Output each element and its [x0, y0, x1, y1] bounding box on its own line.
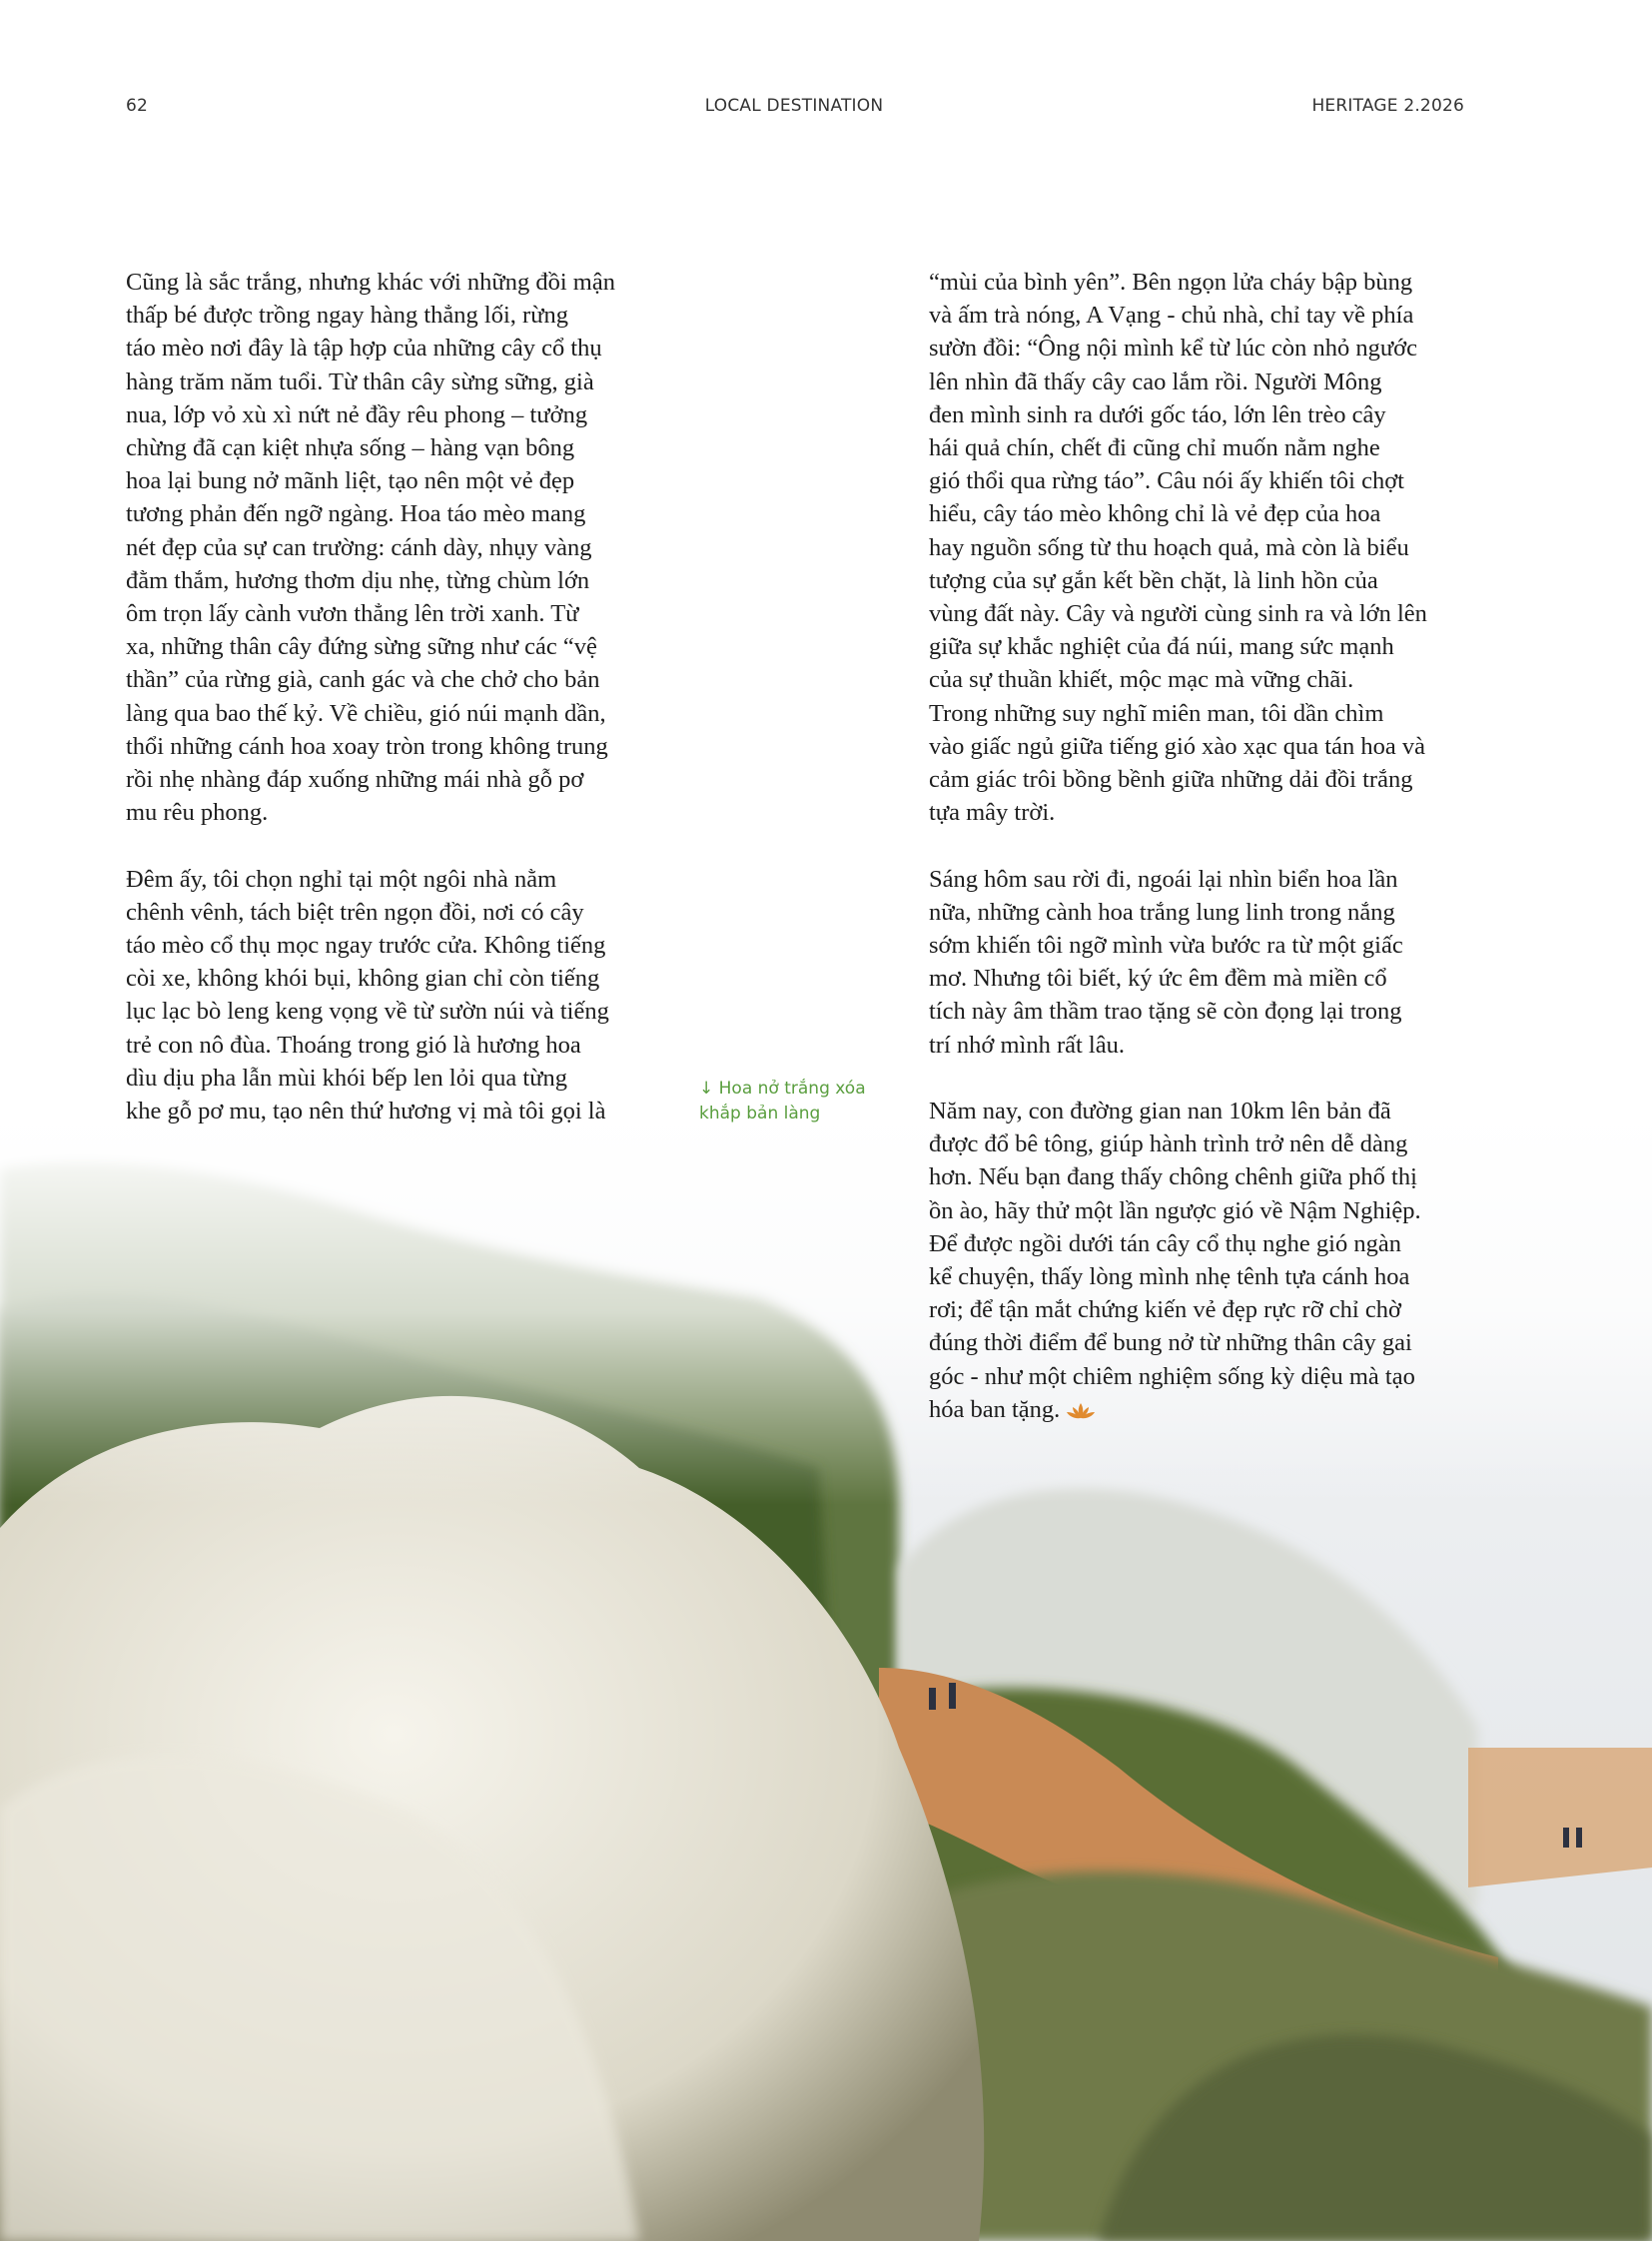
text-line: tương phản đến ngỡ ngàng. Hoa táo mèo mang: [126, 500, 586, 528]
text-line: rơi; để tận mắt chứng kiến vẻ đẹp rực rỡ chỉ chờ: [929, 1296, 1401, 1324]
text-line: tựa mây trời.: [929, 799, 1056, 827]
text-line: sớm khiến tôi ngỡ mình vừa bước ra từ một giấc: [929, 932, 1403, 960]
text-line: trẻ con nô đùa. Thoáng trong gió là hương hoa: [126, 1031, 581, 1059]
text-line: lên nhìn đã thấy cây cao lắm rồi. Người Mông: [929, 368, 1382, 395]
text-line: của sự thuần khiết, mộc mạc mà vững chãi.: [929, 666, 1354, 694]
text-line: gió thổi qua rừng táo”. Câu nói ấy khiến tôi chợt: [929, 467, 1404, 495]
text-line: “mùi của bình yên”. Bên ngọn lửa cháy bập bùng: [929, 269, 1413, 296]
text-line: đúng thời điểm để bung nở từ những thân cây gai: [929, 1329, 1412, 1357]
text-line: mu rêu phong.: [126, 799, 269, 827]
text-line: chừng đã cạn kiệt nhựa sống – hàng vạn bông: [126, 434, 575, 462]
text-line: nét đẹp của sự can trường: cánh dày, nhụy vàng: [126, 533, 592, 561]
text-line: hơn. Nếu bạn đang thấy chông chênh giữa phố thị: [929, 1163, 1417, 1191]
lotus-icon: [1066, 1401, 1096, 1421]
text-line: khe gỗ pơ mu, tạo nên thứ hương vị mà tôi gọi là: [126, 1098, 606, 1125]
text-line: dìu dịu pha lẫn mùi khói bếp len lỏi qua từng: [126, 1064, 567, 1092]
text-line: kể chuyện, thấy lòng mình nhẹ tênh tựa cánh hoa: [929, 1263, 1410, 1291]
text-line: thần” của rừng già, canh gác và che chở cho bản: [126, 666, 600, 694]
caption-line: khắp bản làng: [699, 1104, 821, 1123]
text-line: mơ. Nhưng tôi biết, ký ức êm đềm mà miền cổ: [929, 965, 1387, 993]
text-line: trí nhớ mình rất lâu.: [929, 1031, 1125, 1059]
text-line: làng qua bao thế kỷ. Về chiều, gió núi mạnh dần,: [126, 699, 606, 727]
text-line: cảm giác trôi bồng bềnh giữa những dải đồi trắng: [929, 766, 1413, 794]
text-line: ôm trọn lấy cành vươn thẳng lên trời xanh. Từ: [126, 600, 579, 628]
text-line: còi xe, không khói bụi, không gian chỉ còn tiếng: [126, 965, 600, 993]
text-line: hiểu, cây táo mèo không chỉ là vẻ đẹp của hoa: [929, 500, 1381, 528]
text-line: hóa ban tặng.: [929, 1395, 1061, 1423]
text-line: lục lạc bò leng keng vọng về từ sườn núi và tiếng: [126, 998, 609, 1026]
text-line: hoa lại bung nở mãnh liệt, tạo nên một vẻ đẹp: [126, 467, 575, 495]
text-line: táo mèo nơi đây là tập hợp của những cây cổ thụ: [126, 335, 602, 363]
text-line: thấp bé được trồng ngay hàng thẳng lối, rừng: [126, 302, 568, 330]
text-line: đằm thắm, hương thơm dịu nhẹ, từng chùm lớn: [126, 566, 590, 594]
section-title: LOCAL DESTINATION: [704, 96, 884, 116]
body-paragraph: [126, 863, 685, 1128]
text-line: vào giấc ngủ giữa tiếng gió xào xạc qua tán hoa và: [929, 732, 1425, 760]
text-line: tượng của sự gắn kết bền chặt, là linh hồn của: [929, 566, 1378, 594]
text-line: góc - như một chiêm nghiệm sống kỳ diệu mà tạo: [929, 1362, 1415, 1390]
text-line: được đổ bê tông, giúp hành trình trở nên dễ dàng: [929, 1130, 1408, 1158]
text-line: nữa, những cành hoa trắng lung linh trong nắng: [929, 898, 1395, 926]
text-line: Đêm ấy, tôi chọn nghỉ tại một ngôi nhà nằm: [126, 865, 557, 893]
text-line: hay nguồn sống từ thu hoạch quả, mà còn là biểu: [929, 533, 1409, 561]
text-line: thổi những cánh hoa xoay tròn trong không trung: [126, 732, 608, 760]
text-line: Sáng hôm sau rời đi, ngoái lại nhìn biển hoa lần: [929, 865, 1398, 893]
text-line: Cũng là sắc trắng, nhưng khác với những đồi mận: [126, 269, 615, 296]
body-paragraph: [929, 266, 1488, 829]
text-line: ồn ào, hãy thử một lần ngược gió về Nậm Nghiệp.: [929, 1196, 1421, 1224]
photo-caption: [699, 1077, 866, 1126]
text-line: sườn đồi: “Ông nội mình kể từ lúc còn nhỏ ngước: [929, 335, 1417, 363]
body-paragraph: [929, 1095, 1488, 1426]
caption-line: ↓ Hoa nở trắng xóa: [699, 1079, 866, 1099]
text-line: tích này âm thầm trao tặng sẽ còn đọng lại trong: [929, 998, 1402, 1026]
body-paragraph: [126, 266, 685, 829]
text-line: Năm nay, con đường gian nan 10km lên bản đã: [929, 1098, 1391, 1125]
text-line: và ấm trà nóng, A Vạng - chủ nhà, chỉ tay về phía: [929, 302, 1414, 330]
page-number: 62: [126, 96, 149, 116]
text-line: vùng đất này. Cây và người cùng sinh ra và lớn lên: [929, 600, 1427, 628]
text-line: hàng trăm năm tuổi. Từ thân cây sừng sững, già: [126, 368, 594, 395]
text-line: chênh vênh, tách biệt trên ngọn đồi, nơi có cây: [126, 898, 584, 926]
final-line: [929, 1393, 1488, 1426]
issue-label: HERITAGE 2.2026: [1311, 96, 1464, 116]
text-line: hái quả chín, chết đi cũng chỉ muốn nằm nghe: [929, 434, 1380, 462]
text-line: táo mèo cổ thụ mọc ngay trước cửa. Không tiếng: [126, 932, 606, 960]
text-line: giữa sự khắc nghiệt của đá núi, mang sức mạnh: [929, 633, 1394, 661]
text-line: Để được ngồi dưới tán cây cổ thụ nghe gió ngàn: [929, 1229, 1401, 1257]
text-line: xa, những thân cây đứng sừng sững như các “vệ: [126, 633, 597, 661]
text-line: nua, lớp vỏ xù xì nứt nẻ đầy rêu phong – tưởng: [126, 400, 588, 428]
body-paragraph: [929, 863, 1488, 1062]
right-column: [929, 266, 1488, 1459]
left-column: [126, 266, 685, 1160]
text-line: Trong những suy nghĩ miên man, tôi dần chìm: [929, 699, 1384, 727]
text-line: đen mình sinh ra dưới gốc táo, lớn lên trèo cây: [929, 400, 1386, 428]
text-line: rồi nhẹ nhàng đáp xuống những mái nhà gỗ pơ: [126, 766, 584, 794]
